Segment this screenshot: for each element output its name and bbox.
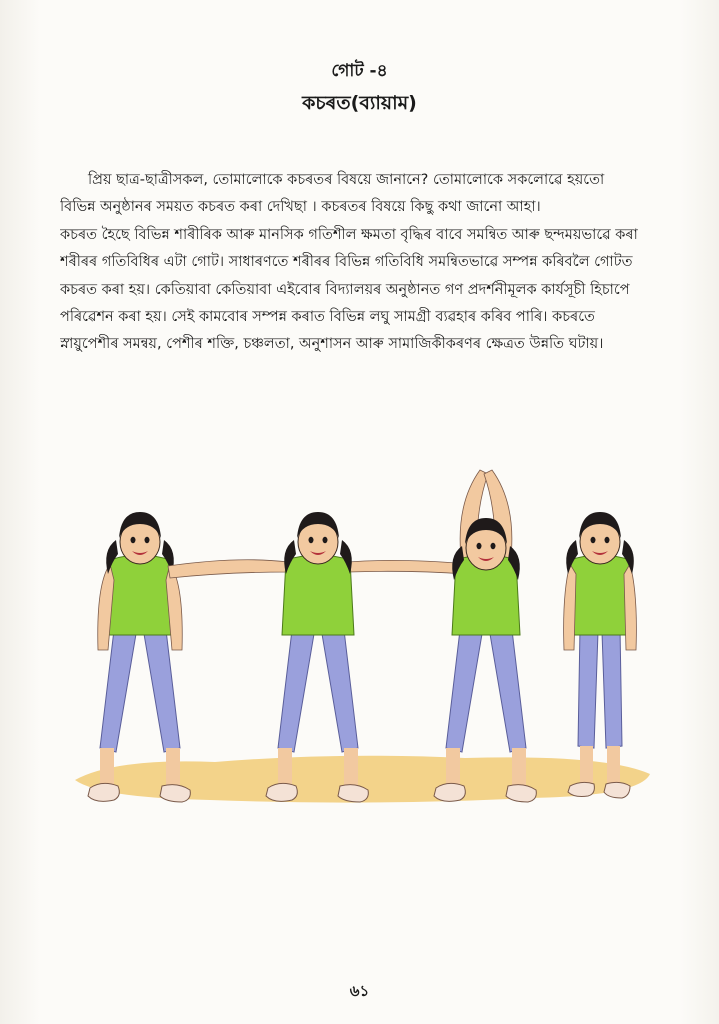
figure-arms-up [434, 470, 536, 802]
text-line: বিভিন্ন অনুষ্ঠানৰ সময়ত কচৰত কৰা দেখিছা । কচৰতৰ বিষয়ে কিছু কথা জানো আহা। [60, 199, 541, 216]
chapter-number: গোট -৪ [331, 61, 388, 81]
text-line: পৰিৱেশন কৰা হয়। সেই কামবোৰ সম্পন্ন কৰাত বিভিন্ন লঘু সামগ্ৰী ব্যৱহাৰ কৰিব পাৰি। কচৰতে [60, 309, 595, 326]
chapter-title: কচৰত(ব্যায়াম) [302, 92, 417, 114]
body-paragraph [60, 167, 660, 359]
chapter-heading [0, 58, 719, 118]
text-line: কচৰত কৰা হয়। কেতিয়াবা কেতিয়াবা এইবোৰ বিদ্যালয়ৰ অনুষ্ঠানত গণ প্ৰদৰ্শনীমূলক কাৰ্যসূচী হিচাপে [60, 281, 630, 298]
page-number: ৬১ [349, 982, 370, 1000]
text-line: প্ৰিয় ছাত্ৰ-ছাত্ৰীসকল, তোমালোকে কচৰতৰ বিষয়ে জানানে? তোমালোকে সকলোৱে হয়তো [88, 172, 605, 188]
text-line: কচৰত হৈছে বিভিন্ন শাৰীৰিক আৰু মানসিক গতিশীল ক্ষমতা বৃদ্ধিৰ বাবে সমন্বিত আৰু ছন্দময়ভাৱে কৰা [60, 226, 638, 243]
figure-arms-down [88, 512, 190, 802]
text-line: স্নায়ুপেশীৰ সমন্বয়, পেশীৰ শক্তি, চঞ্চলতা, অনুশাসন আৰু সামাজিকীকৰণৰ ক্ষেত্ৰত উন্নতি ঘটায়। [60, 336, 604, 353]
figure-attention [564, 512, 637, 798]
exercise-illustration [60, 460, 660, 820]
text-line: শৰীৰৰ গতিবিধিৰ এটা গোট। সাধাৰণতে শৰীৰৰ বিভিন্ন গতিবিধি সমন্বিতভাৱে সম্পন্ন কৰিবলৈ গোটত [60, 254, 633, 271]
